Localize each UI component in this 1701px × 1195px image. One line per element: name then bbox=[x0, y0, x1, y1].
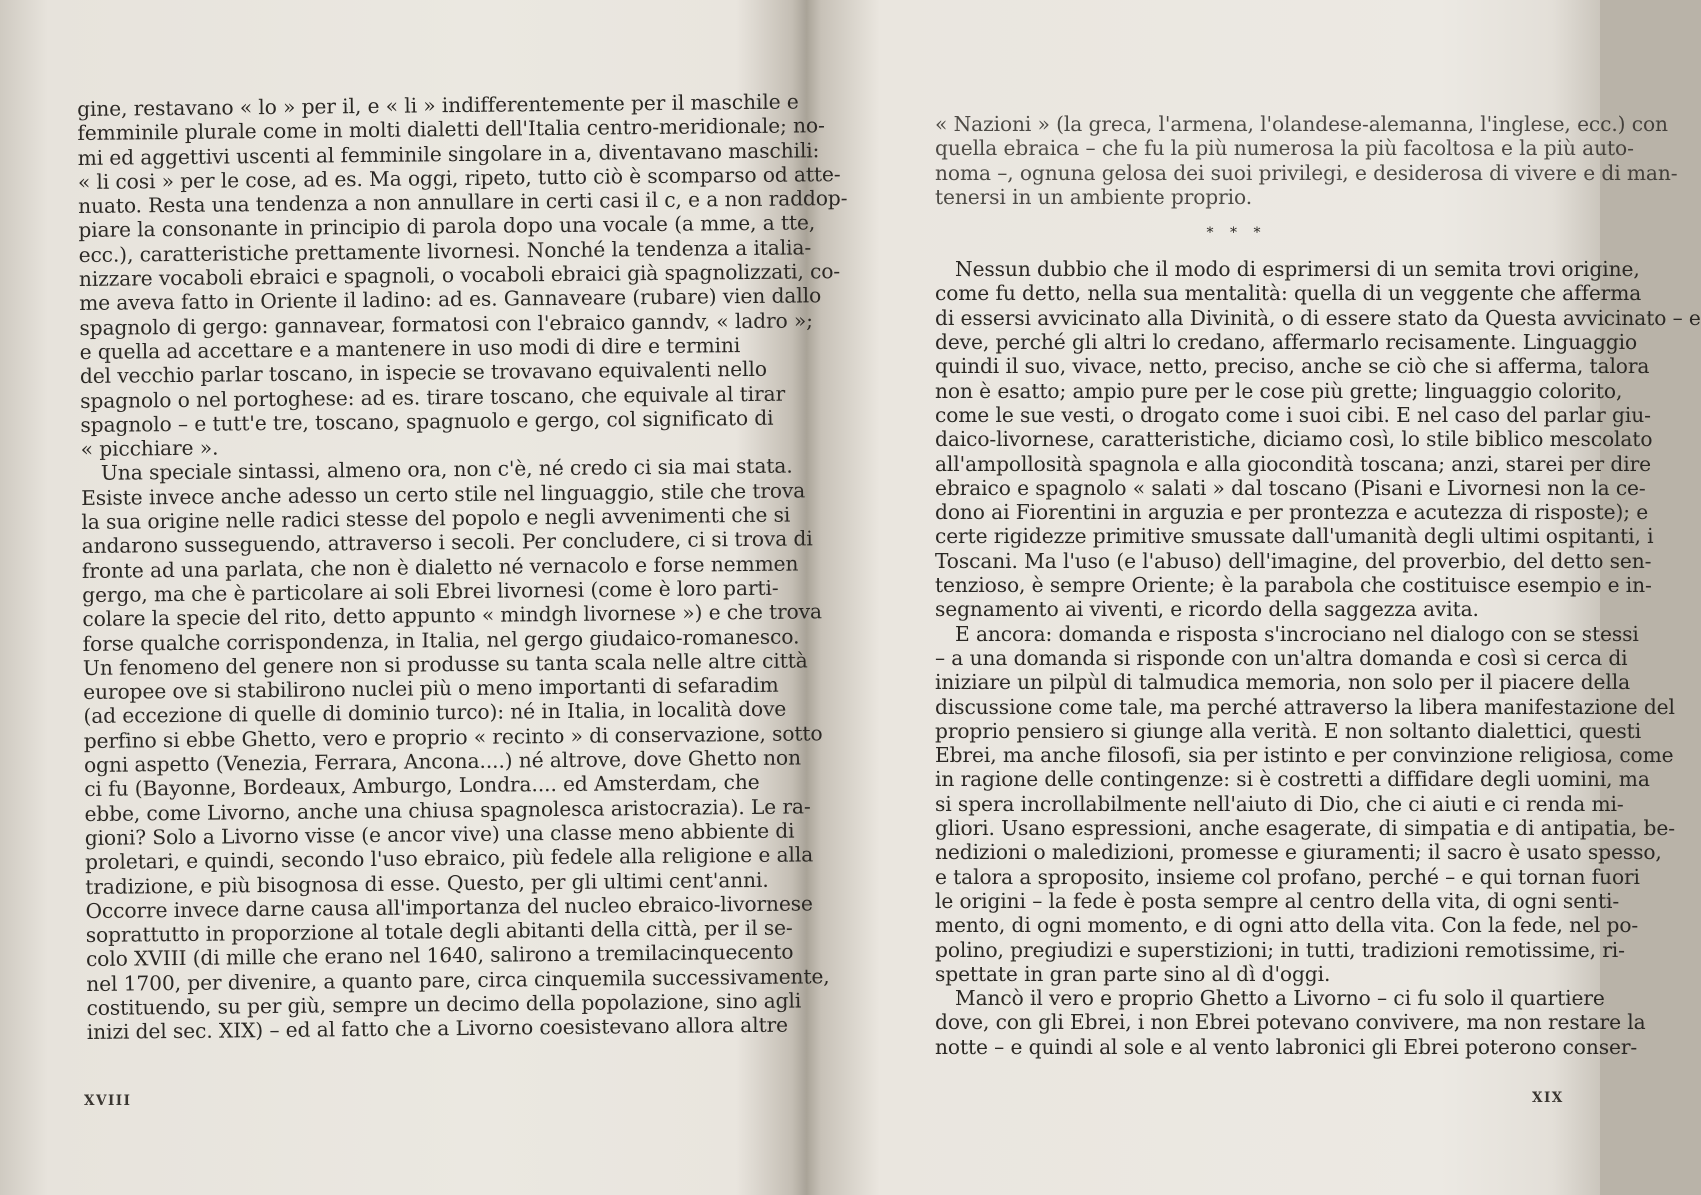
text-line: gioni? Solo a Livorno visse (e ancor vive) una classe meno abbiente di bbox=[84, 818, 795, 850]
text-line: quella ebraica – che fu la più numerosa la più facoltosa e la più auto- bbox=[935, 136, 1634, 161]
text-line: spagnolo o nel portoghese: ad es. tirare toscano, che equivale al tirar bbox=[80, 381, 786, 413]
text-line: non è esatto; ampio pure per le cose più grette; linguaggio colorito, bbox=[935, 378, 1623, 403]
text-line: forse qualche corrispondenza, in Italia, nel gergo giudaico-romanesco. bbox=[82, 623, 800, 656]
text-line: nel 1700, per divenire, a quanto pare, circa cinquemila successivamente, bbox=[86, 963, 830, 996]
text-line: tradizione, e più bisognosa di esse. Questo, per gli ultimi cent'anni. bbox=[85, 867, 769, 899]
text-line: proletari, e quindi, secondo l'uso ebraico, più fedele alla religione e alla bbox=[84, 842, 814, 875]
text-line: e quella ad accettare e a mantenere in uso modi di dire e termini bbox=[79, 333, 741, 364]
text-line: Nessun dubbio che il modo di esprimersi di un semita trovi origine, bbox=[955, 257, 1640, 282]
text-line: europee ove si stabilirono nuclei più o meno importanti di sefaradim bbox=[83, 672, 779, 705]
text-line: gergo, ma che è particolare ai soli Ebrei livornesi (come è loro parti- bbox=[82, 575, 779, 607]
page-number: XIX bbox=[1532, 1090, 1564, 1106]
left-page bbox=[0, 0, 848, 1195]
text-line: come le sue vesti, o drogato come i suoi cibi. E nel caso del parlar giu- bbox=[935, 402, 1651, 427]
text-line: spagnolo – e tutt'e tre, toscano, spagnuolo e gergo, col significato di bbox=[80, 405, 774, 437]
right-page bbox=[806, 0, 1701, 1195]
text-line: E ancora: domanda e risposta s'incrociano nel dialogo con se stessi bbox=[955, 621, 1639, 646]
text-line: deve, perché gli altri lo credano, affermarlo recisamente. Linguaggio bbox=[935, 330, 1638, 355]
text-line: fronte ad una parlata, che non è dialetto né vernacolo e forse nemmen bbox=[81, 551, 799, 583]
section-separator: * * * bbox=[1206, 225, 1267, 242]
text-line: e talora a sproposito, insieme col profano, perché – e qui tornan fuori bbox=[935, 864, 1640, 889]
text-line: segnamento ai viventi, e ricordo della saggezza avita. bbox=[935, 597, 1479, 622]
text-line: dono ai Fiorentini in arguzia e per prontezza e acutezza di risposte); e bbox=[935, 500, 1649, 525]
text-line: ebbe, come Livorno, anche una chiusa spagnolesca aristocrazia). Le ra- bbox=[84, 793, 811, 826]
text-line: mento, di ogni momento, e di ogni atto della vita. Con la fede, nel po- bbox=[935, 913, 1639, 938]
text-line: gliori. Usano espressioni, anche esagerate, di simpatia e di antipatia, be- bbox=[935, 816, 1675, 841]
text-line: colare la specie del rito, detto appunto « mindgh livornese ») e che trova bbox=[82, 599, 823, 632]
text-line: costituendo, su per giù, sempre un decimo della popolazione, sino agli bbox=[86, 988, 802, 1020]
text-line: ogni aspetto (Venezia, Ferrara, Ancona....) né altrove, dove Ghetto non bbox=[83, 745, 802, 777]
text-line: ecc.), caratteristiche prettamente livornesi. Nonché la tendenza a italia- bbox=[78, 235, 812, 267]
text-line: tenzioso, è sempre Oriente; è la parabola che costituisce esempio e in- bbox=[935, 573, 1652, 598]
text-line: me aveva fatto in Oriente il ladino: ad es. Gannaveare (rubare) vien dallo bbox=[79, 283, 822, 316]
text-line: spagnolo di gergo: gannavear, formatosi con l'ebraico ganndv, « ladro »; bbox=[79, 307, 814, 340]
text-line: Una speciale sintassi, almeno ora, non c'è, né credo ci sia mai stata. bbox=[100, 453, 793, 486]
continuation-paragraph bbox=[935, 112, 1678, 209]
text-line: « li cosi » per le cose, ad es. Ma oggi, ripeto, tutto ciò è scomparso od atte- bbox=[77, 161, 841, 194]
text-line: discussione come tale, ma perché attraverso la libera manifestazione del bbox=[935, 694, 1675, 719]
page-number: XVIII bbox=[84, 1093, 132, 1109]
text-line: nizzare vocaboli ebraici e spagnoli, o vocaboli ebraici già spagnolizzati, co- bbox=[78, 259, 841, 292]
text-line: mi ed aggettivi uscenti al femminile singolare in a, diventavano maschili: bbox=[77, 137, 820, 170]
text-line: in ragione delle contingenze: si è costretti a diffidare degli uomini, ma bbox=[935, 767, 1650, 792]
text-line: di essersi avvicinato alla Divinità, o di essere stato da Questa avvicinato – e bbox=[935, 305, 1701, 330]
text-line: colo XVIII (di mille che erano nel 1640, salirono a tremilacinquecento bbox=[85, 939, 794, 972]
text-line: andarono susseguendo, attraverso i secoli. Per concludere, ci si trova di bbox=[81, 526, 813, 559]
text-line: notte – e quindi al sole e al vento labronici gli Ebrei poterono conser- bbox=[935, 1034, 1638, 1059]
text-line: Occorre invece darne causa all'importanza del nucleo ebraico-livornese bbox=[85, 891, 813, 923]
text-line: iniziare un pilpùl di talmudica memoria, non solo per il piacere della bbox=[935, 670, 1631, 695]
text-line: femminile plurale come in molti dialetti dell'Italia centro-meridionale; no- bbox=[77, 113, 825, 146]
text-line: noma –, ognuna gelosa dei suoi privilegi, e desiderosa di vivere e di man- bbox=[935, 160, 1678, 185]
text-line: Ebrei, ma anche filosofi, sia per istinto e per convinzione religiosa, come bbox=[935, 743, 1674, 768]
text-line: gine, restavano « lo » per il, e « li » indifferentemente per il maschile e bbox=[77, 89, 799, 121]
text-line: « Nazioni » (la greca, l'armena, l'olandese-alemanna, l'inglese, ecc.) con bbox=[935, 112, 1668, 136]
text-line: soprattutto in proporzione al totale degli abitanti della città, per il se- bbox=[85, 915, 793, 948]
text-line: proprio pensiero si giunge alla verità. E non soltanto dialettici, questi bbox=[935, 718, 1642, 743]
text-line: piare la consonante in principio di parola dopo una vocale (a mme, a tte, bbox=[78, 210, 816, 243]
text-line: « picchiare ». bbox=[80, 435, 219, 462]
text-line: – a una domanda si risponde con un'altra domanda e così si cerca di bbox=[935, 645, 1628, 670]
right-page-text bbox=[935, 112, 1701, 1059]
text-line: si spera incrollabilmente nell'aiuto di Dio, che ci aiuti e ci renda mi- bbox=[935, 791, 1624, 816]
text-line: come fu detto, nella sua mentalità: quella di un veggente che afferma bbox=[935, 281, 1642, 306]
text-line: spettate in gran parte sino al dì d'oggi. bbox=[935, 961, 1331, 986]
text-line: dove, con gli Ebrei, i non Ebrei potevano convivere, ma non restare la bbox=[935, 1010, 1646, 1035]
text-line: polino, pregiudizi e superstizioni; in tutti, tradizioni remotissime, ri- bbox=[935, 937, 1625, 962]
text-line: inizi del sec. XIX) – ed al fatto che a Livorno coesistevano allora altre bbox=[86, 1012, 789, 1045]
text-line: la sua origine nelle radici stesse del popolo e negli avvenimenti che si bbox=[81, 502, 791, 535]
text-line: perfino si ebbe Ghetto, vero e proprio « recinto » di conservazione, sotto bbox=[83, 720, 823, 753]
text-line: ci fu (Bayonne, Bordeaux, Amburgo, Londra.... ed Amsterdam, che bbox=[84, 770, 760, 802]
text-line: Toscani. Ma l'uso (e l'abuso) dell'imagine, del proverbio, del detto sen- bbox=[935, 548, 1652, 573]
text-line: certe rigidezze primitive smussate dall'umanità degli ultimi ospitanti, i bbox=[935, 524, 1654, 549]
text-line: nedizioni o maledizioni, promesse e giuramenti; il sacro è usato spesso, bbox=[935, 840, 1662, 865]
text-line: daico-livornese, caratteristiche, diciamo così, lo stile biblico mescolato bbox=[935, 427, 1653, 452]
text-line: (ad eccezione di quelle di dominio turco): né in Italia, in località dove bbox=[83, 697, 787, 729]
text-line: Un fenomeno del genere non si produsse su tanta scala nelle altre città bbox=[82, 648, 808, 680]
text-line: tenersi in un ambiente proprio. bbox=[935, 184, 1253, 209]
text-line: Esiste invece anche adesso un certo stile nel linguaggio, stile che trova bbox=[81, 478, 806, 510]
text-line: all'ampollosità spagnola e alla giocondità toscana; anzi, starei per dire bbox=[935, 451, 1651, 476]
text-line: del vecchio parlar toscano, in ispecie se trovavano equivalenti nello bbox=[79, 357, 767, 389]
text-line: quindi il suo, vivace, netto, preciso, anche se ciò che si afferma, talora bbox=[935, 354, 1650, 379]
text-line: le origini – la fede è posta sempre al centro della vita, di ogni senti- bbox=[935, 888, 1620, 913]
text-line: Mancò il vero e proprio Ghetto a Livorno – ci fu solo il quartiere bbox=[955, 986, 1605, 1011]
text-line: ebraico e spagnolo « salati » dal toscano (Pisani e Livornesi non la ce- bbox=[935, 475, 1646, 500]
left-page-text bbox=[77, 89, 848, 1045]
text-line: nuato. Resta una tendenza a non annullare in certi casi il c, e a non raddop- bbox=[78, 186, 848, 219]
